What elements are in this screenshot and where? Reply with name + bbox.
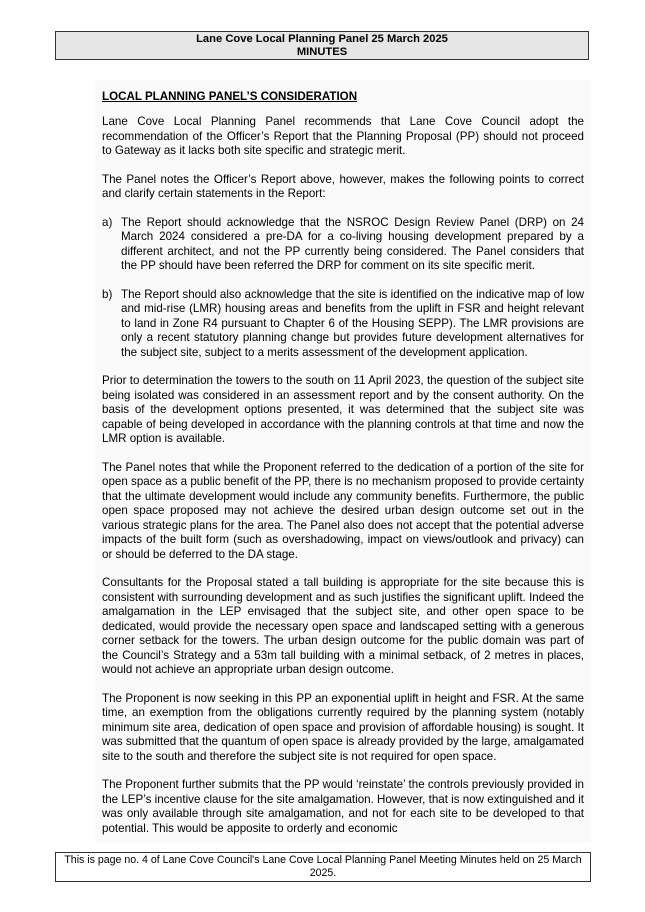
paragraph-consultants: Consultants for the Proposal stated a tall building is appropriate for the site because this is consistent with surrounding development and as such justifies the significant uplift. Indeed the amalgamation in the LEP envisaged that the subject site, and other open space to be dedicated, would provide the necessary open space and landscaped setting with a generous corner setback for the towers. The urban design outcome for the public domain was part of the Council’s Strategy and a 53m tall building with a minimal setback, of 2 metres in places, would not achieve an appropriate urban design outcome. <box>102 576 584 676</box>
paragraph-reinstate: The Proponent further submits that the PP would ‘reinstate’ the controls previously provided in the LEP’s incentive clause for the site amalgamation. However, that is now extinguished and it was only available through site amalgamation, and not for each site to be developed to that potential. This would be apposite to orderly and economic <box>102 778 584 835</box>
section-heading: LOCAL PLANNING PANEL’S CONSIDERATION <box>102 90 358 103</box>
page-header <box>55 31 589 60</box>
header-title: Lane Cove Local Planning Panel 25 March 2025 <box>196 33 448 45</box>
list-item-text: The Report should acknowledge that the NSROC Design Review Panel (DRP) on 24 March 2024 considered a pre-DA for a co-living housing development prepared by a different architect, and not the PP currently being considered. The Panel considers that the PP should have been referred the DRP for comment on its site specific merit. <box>121 215 584 272</box>
list-marker: a) <box>102 215 113 229</box>
paragraph-panel-notes: The Panel notes the Officer’s Report above, however, makes the following points to correct and clarify certain statements in the Report: <box>102 172 584 200</box>
list-item-text: The Report should also acknowledge that the site is identified on the indicative map of low and mid-rise (LMR) housing areas and benefits from the uplift in FSR and height relevant to land in Zone R4 pursuant to Chapter 6 of the Housing SEPP). The LMR provisions are only a recent statutory planning change but provides future development alternatives for the subject site, subject to a merits assessment of the development application. <box>121 287 584 359</box>
list-item <box>102 288 584 361</box>
list-item <box>102 216 584 274</box>
minutes-content <box>95 80 591 843</box>
page-footer <box>55 852 591 882</box>
paragraph-uplift: The Proponent is now seeking in this PP an exponential uplift in height and FSR. At the same time, an exemption from the obligations currently required by the planning system (notably minimum site area, dedication of open space and provision of affordable housing) is sought. It was submitted that the quantum of open space is already provided by the large, amalgamated site to the south and therefore the subject site is not required for open space. <box>102 691 584 763</box>
paragraph-determination: Prior to determination the towers to the south on 11 April 2023, the question of the subject site being isolated was considered in an assessment report and by the consent authority. On the basis of the development options presented, it was determined that the subject site was capable of being developed in accordance with the planning controls at that time and now the LMR option is available. <box>102 374 584 445</box>
paragraph-recommendation: Lane Cove Local Planning Panel recommends that Lane Cove Council adopt the recommendation of the Officer’s Report that the Planning Proposal (PP) should not proceed to Gateway as it lacks both site specific and strategic merit. <box>102 115 584 157</box>
footer-text: This is page no. 4 of Lane Cove Council's Lane Cove Local Planning Panel Meeting Minutes held on 25 March 2025. <box>64 854 582 879</box>
header-subtitle: MINUTES <box>296 46 348 58</box>
paragraph-open-space: The Panel notes that while the Proponent referred to the dedication of a portion of the site for open space as a public benefit of the PP, there is no mechanism proposed to provide certainty that the ultimate development would include any community benefits. Furthermore, the public open space proposed may not achieve the desired urban design outcome set out in the various strategic plans for the area. The Panel also does not accept that the potential adverse impacts of the built form (such as overshadowing, impact on views/outlook and privacy) can or should be deferred to the DA stage. <box>102 460 584 561</box>
list-marker: b) <box>102 287 113 301</box>
